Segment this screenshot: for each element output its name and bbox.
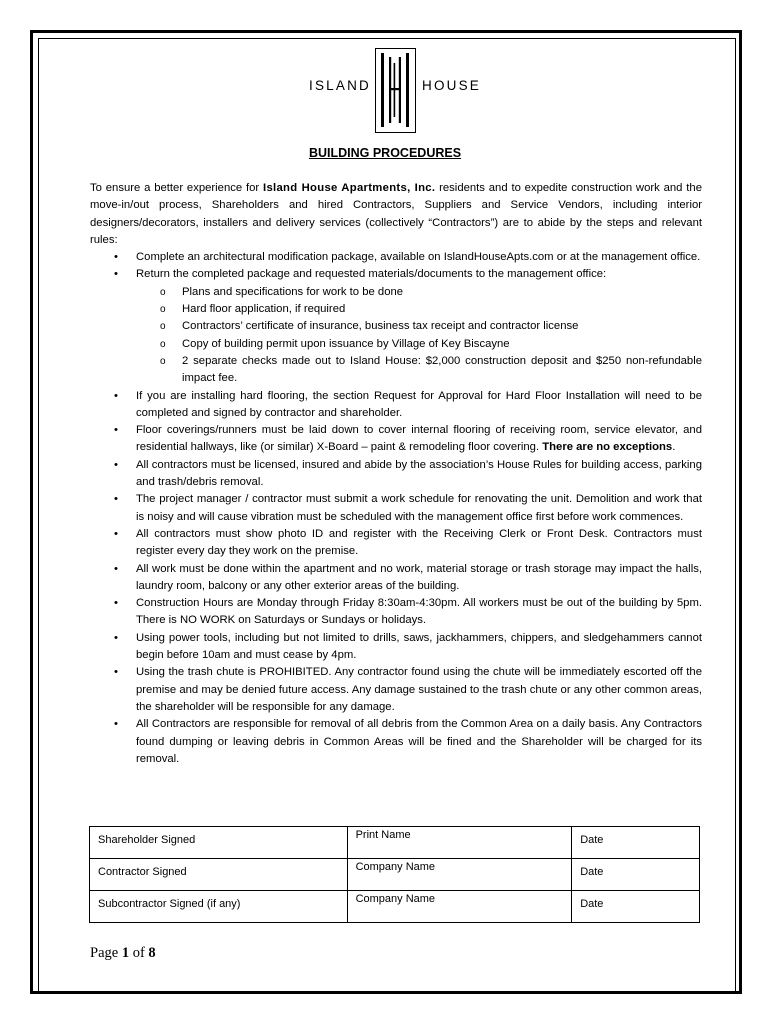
circle-bullet-icon: o xyxy=(160,304,166,316)
sub-list-item xyxy=(136,284,702,301)
list-item-text: Construction Hours are Monday through Friday 8:30am-4:30pm. All workers must be out of the building by 5pm. There is NO WORK on Saturdays or Sundays or holidays. xyxy=(136,597,702,627)
bullet-icon: • xyxy=(114,666,118,679)
intro-paragraph xyxy=(90,180,702,249)
list-item-text: Return the completed package and requested materials/documents to the management office: xyxy=(136,268,607,281)
sub-list-item-text: Copy of building permit upon issuance by Village of Key Biscayne xyxy=(182,337,510,350)
list-item xyxy=(90,266,702,387)
bullet-icon: • xyxy=(114,527,118,540)
signature-table xyxy=(89,826,700,923)
of-label: of xyxy=(132,945,145,961)
bullet-icon: • xyxy=(114,424,118,437)
circle-bullet-icon: o xyxy=(160,286,166,298)
list-item xyxy=(90,716,702,768)
date-field[interactable]: Date xyxy=(572,891,700,923)
print-name-field[interactable]: Print Name xyxy=(347,827,572,859)
date-field[interactable]: Date xyxy=(572,859,700,891)
sub-list-item-text: Plans and specifications for work to be done xyxy=(182,285,404,298)
list-item-text: All Contractors are responsible for removal of all debris from the Common Area on a daily basis. Any Contractors found dumping or leaving debris in Common Areas will be fined and the Shareholder will be charged for its removal. xyxy=(136,718,702,765)
bullet-icon: • xyxy=(114,718,118,731)
list-item-text: If you are installing hard flooring, the section Request for Approval for Hard Floor Installation will need to be completed and signed by contractor and shareholder. xyxy=(136,389,702,419)
logo-emblem xyxy=(375,48,416,133)
list-item-text: Complete an architectural modification package, available on IslandHouseApts.com or at the management office. xyxy=(136,251,701,264)
sub-list-item xyxy=(136,318,702,335)
list-item xyxy=(90,526,702,561)
current-page: 1 xyxy=(121,945,130,961)
procedure-list xyxy=(90,249,702,768)
association-name: Island House Apartments, Inc. xyxy=(263,182,436,194)
island-house-logo xyxy=(307,46,483,136)
list-item xyxy=(90,664,702,716)
intro-text-start: To ensure a better experience for xyxy=(90,182,264,194)
table-row xyxy=(90,891,700,923)
page-number xyxy=(90,945,156,962)
table-row xyxy=(90,859,700,891)
page-label: Page xyxy=(90,945,119,961)
list-item-text: All contractors must be licensed, insured and abide by the association’s House Rules for building access, parking and trash/debris removal. xyxy=(136,458,702,489)
sub-list-item-text: 2 separate checks made out to Island House: $2,000 construction deposit and $250 non-refundable impact fee. xyxy=(182,354,702,385)
bullet-icon: • xyxy=(114,458,118,471)
sub-list-item xyxy=(136,336,702,353)
sub-list-item-text: Contractors’ certificate of insurance, business tax receipt and contractor license xyxy=(182,320,579,333)
list-item xyxy=(90,595,702,630)
bullet-icon: • xyxy=(114,251,118,264)
list-item-text: The project manager / contractor must submit a work schedule for renovating the unit. Demolition and work that is noisy and will cause vibration must be scheduled with the management office first before work commences. xyxy=(136,493,702,523)
bullet-icon: • xyxy=(114,493,118,506)
circle-bullet-icon: o xyxy=(160,355,166,367)
bullet-icon: • xyxy=(114,597,118,610)
table-row xyxy=(90,827,700,859)
contractor-signature-field[interactable]: Contractor Signed xyxy=(90,859,348,891)
list-item xyxy=(90,491,702,526)
bullet-icon: • xyxy=(114,268,118,281)
document-body xyxy=(90,180,702,768)
list-item-text: Using the trash chute is PROHIBITED. Any contractor found using the chute will be immediately escorted off the premise and may be denied future access. Any damage sustained to the trash chute or any other common areas, the shareholder will be responsible for any damage. xyxy=(136,666,702,713)
sub-list-item xyxy=(136,353,702,388)
bullet-icon: • xyxy=(114,389,118,402)
list-item xyxy=(90,422,702,457)
company-name-field[interactable]: Company Name xyxy=(347,859,572,891)
sub-list-item-text: Hard floor application, if required xyxy=(182,303,346,316)
list-item xyxy=(90,388,702,423)
company-name-field[interactable]: Company Name xyxy=(347,891,572,923)
circle-bullet-icon: o xyxy=(160,338,166,350)
bullet-icon: • xyxy=(114,562,118,575)
list-item-text: Using power tools, including but not limited to drills, saws, jackhammers, chippers, and sledgehammers cannot begin before 10am and must cease by 4pm. xyxy=(136,631,702,662)
list-item-text: All contractors must show photo ID and register with the Receiving Clerk or Front Desk. Contractors must register every day they work on the premise. xyxy=(136,527,702,558)
list-item xyxy=(90,561,702,596)
logo-word-left: ISLAND xyxy=(309,78,371,93)
list-item xyxy=(90,249,702,266)
list-item-text: All work must be done within the apartment and no work, material storage or trash storage may impact the halls, laundry room, balcony or any other exterior areas of the building. xyxy=(136,562,702,592)
subcontractor-signature-field[interactable]: Subcontractor Signed (if any) xyxy=(90,891,348,923)
date-field[interactable]: Date xyxy=(572,827,700,859)
logo-word-right: HOUSE xyxy=(422,78,482,93)
circle-bullet-icon: o xyxy=(160,321,166,333)
sub-list-item xyxy=(136,301,702,318)
required-documents-list xyxy=(136,284,702,388)
list-item-text-end: . xyxy=(672,441,676,454)
list-item-text: Floor coverings/runners must be laid down to cover internal flooring of receiving room, service elevator, and residential hallways, like (or similar) X-Board – paint & remodeling floor covering. xyxy=(136,424,702,454)
intro-text-end: residents and to expedite construction work and the move-in/out process, Shareholders and hired Contractors, Suppliers and Service Vendors, including interior designers/decorators, installers and delivery services (collectively “Contractors”) are to abide by the steps and relevant rules: xyxy=(90,182,702,246)
document-title: BUILDING PROCEDURES xyxy=(308,146,462,160)
no-exceptions-emphasis: There are no exceptions xyxy=(542,441,673,454)
bullet-icon: • xyxy=(114,631,118,644)
logo-emblem-icon xyxy=(376,49,414,131)
total-pages: 8 xyxy=(148,945,156,961)
list-item xyxy=(90,630,702,665)
list-item xyxy=(90,457,702,492)
shareholder-signature-field[interactable]: Shareholder Signed xyxy=(90,827,348,859)
